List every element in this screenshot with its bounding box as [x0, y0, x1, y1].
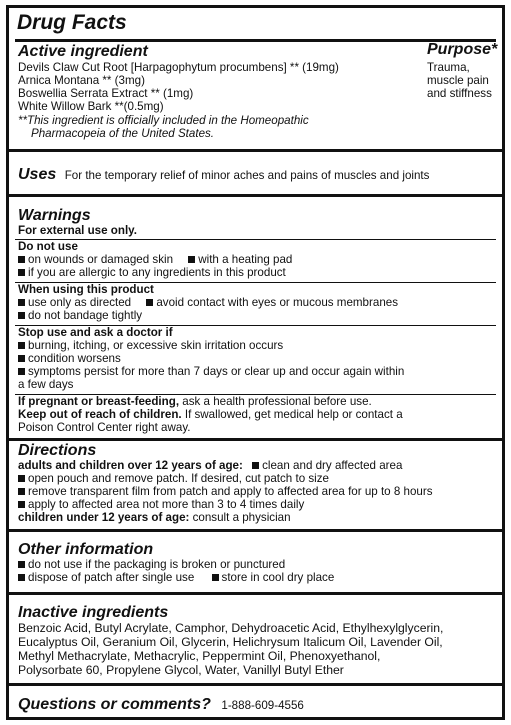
- stop-use-heading: Stop use and ask a doctor if: [18, 326, 173, 339]
- pregnant-text: ask a health professional before use.: [179, 395, 372, 408]
- bullet-icon: [252, 462, 259, 469]
- directions-item: apply to affected area not more than 3 to 4 times daily: [28, 498, 305, 511]
- other-info-item: dispose of patch after single use: [28, 571, 195, 584]
- section-rule: [9, 592, 502, 595]
- do-not-use-heading: Do not use: [18, 240, 78, 253]
- questions-heading: Questions or comments?: [18, 696, 211, 713]
- other-info-heading: Other information: [18, 541, 154, 558]
- pregnant-bold: If pregnant or breast-feeding,: [18, 395, 180, 408]
- directions-item: remove transparent film from patch and apply to affected area for up to 8 hours: [28, 485, 433, 498]
- other-info-row-2: [18, 572, 334, 585]
- adults-bold: adults and children over 12 years of age:: [18, 459, 243, 472]
- section-rule: [9, 529, 502, 532]
- active-ingredient-3: Boswellia Serrata Extract ** (1mg): [18, 87, 194, 100]
- bullet-icon: [18, 256, 25, 263]
- directions-item: open pouch and remove patch. If desired, cut patch to size: [28, 472, 329, 485]
- when-using-row-2: [18, 310, 142, 323]
- bullet-icon: [18, 475, 25, 482]
- keep-out-bold: Keep out of reach of children.: [18, 408, 182, 421]
- title-rule: [15, 39, 496, 42]
- keep-out-row: [18, 409, 403, 422]
- bullet-icon: [18, 368, 25, 375]
- bullet-icon: [18, 342, 25, 349]
- directions-row-2: [18, 473, 329, 486]
- directions-children-row: [18, 512, 291, 525]
- bullet-icon: [18, 501, 25, 508]
- inactive-line-2: Eucalyptus Oil, Geranium Oil, Glycerin, Helichrysum Italicum Oil, Lavender Oil,: [18, 635, 443, 649]
- questions-row: [18, 696, 304, 714]
- when-using-heading: When using this product: [18, 283, 154, 296]
- directions-item: clean and dry affected area: [262, 459, 403, 472]
- active-ingredient-4: White Willow Bark **(0.5mg): [18, 100, 164, 113]
- directions-adults-row: [18, 460, 402, 473]
- bullet-icon: [18, 299, 25, 306]
- pregnant-row: [18, 396, 372, 409]
- active-ingredient-1: Devils Claw Cut Root [Harpagophytum procumbens] ** (19mg): [18, 61, 339, 74]
- do-not-use-row-2: [18, 267, 286, 280]
- do-not-use-item: on wounds or damaged skin: [28, 253, 174, 266]
- bullet-icon: [18, 355, 25, 362]
- section-rule: [9, 683, 502, 686]
- children-text: consult a physician: [189, 511, 291, 524]
- when-using-item: use only as directed: [28, 296, 132, 309]
- inactive-heading: Inactive ingredients: [18, 604, 169, 621]
- active-ingredient-heading: Active ingredient: [18, 43, 148, 60]
- stop-use-row-4: a few days: [18, 378, 74, 391]
- directions-row-3: [18, 486, 433, 499]
- external-use-text: For external use only.: [18, 224, 137, 237]
- bullet-icon: [18, 574, 25, 581]
- children-bold: children under 12 years of age:: [18, 511, 190, 524]
- purpose-line-2: muscle pain: [427, 74, 489, 87]
- stop-use-item: symptoms persist for more than 7 days or clear up and occur again within: [28, 365, 405, 378]
- drug-facts-title: Drug Facts: [17, 11, 127, 34]
- directions-heading: Directions: [18, 442, 97, 459]
- inactive-line-1: Benzoic Acid, Butyl Acrylate, Camphor, Dehydroacetic Acid, Ethylhexylglycerin,: [18, 621, 444, 635]
- warnings-heading: Warnings: [18, 207, 91, 224]
- questions-phone: 1-888-609-4556: [221, 699, 304, 712]
- purpose-heading: Purpose*: [427, 41, 498, 58]
- inactive-line-4: Polysorbate 60, Propylene Glycol, Water, Vanillyl Butyl Ether: [18, 663, 344, 677]
- bullet-icon: [146, 299, 153, 306]
- bullet-icon: [18, 561, 25, 568]
- bullet-icon: [18, 312, 25, 319]
- footnote-line-2: Pharmacopeia of the United States.: [31, 127, 215, 140]
- drug-facts-panel: [6, 5, 505, 720]
- bullet-icon: [18, 269, 25, 276]
- other-info-row-1: [18, 559, 285, 572]
- bullet-icon: [18, 488, 25, 495]
- stop-use-item: condition worsens: [28, 352, 121, 365]
- purpose-line-3: and stiffness: [427, 87, 492, 100]
- stop-use-row-2: [18, 353, 121, 366]
- do-not-use-row-1: [18, 254, 292, 267]
- divider: [15, 239, 496, 240]
- uses-text: For the temporary relief of minor aches and pains of muscles and joints: [64, 169, 430, 182]
- when-using-item: avoid contact with eyes or mucous membranes: [156, 296, 399, 309]
- stop-use-row-1: [18, 340, 283, 353]
- section-rule: [9, 149, 502, 152]
- purpose-line-1: Trauma,: [427, 61, 470, 74]
- uses-row: [18, 166, 429, 184]
- inactive-line-3: Methyl Methacrylate, Methacrylic, Peppermint Oil, Phenoxyethanol,: [18, 649, 381, 663]
- keep-out-row-2: Poison Control Center right away.: [18, 421, 191, 434]
- other-info-item: do not use if the packaging is broken or punctured: [28, 558, 286, 571]
- other-info-item: store in cool dry place: [221, 571, 335, 584]
- active-ingredient-2: Arnica Montana ** (3mg): [18, 74, 145, 87]
- bullet-icon: [188, 256, 195, 263]
- bullet-icon: [212, 574, 219, 581]
- do-not-use-item: with a heating pad: [198, 253, 293, 266]
- do-not-use-item: if you are allergic to any ingredients in this product: [28, 266, 286, 279]
- when-using-item: do not bandage tightly: [28, 309, 143, 322]
- footnote-line-1: **This ingredient is officially included in the Homeopathic: [18, 114, 309, 127]
- directions-row-4: [18, 499, 304, 512]
- uses-heading: Uses: [18, 166, 57, 183]
- stop-use-row-3: [18, 366, 404, 379]
- section-rule: [9, 194, 502, 197]
- section-rule: [9, 438, 502, 441]
- when-using-row-1: [18, 297, 398, 310]
- stop-use-item: burning, itching, or excessive skin irritation occurs: [28, 339, 284, 352]
- keep-out-text: If swallowed, get medical help or contact a: [181, 408, 403, 421]
